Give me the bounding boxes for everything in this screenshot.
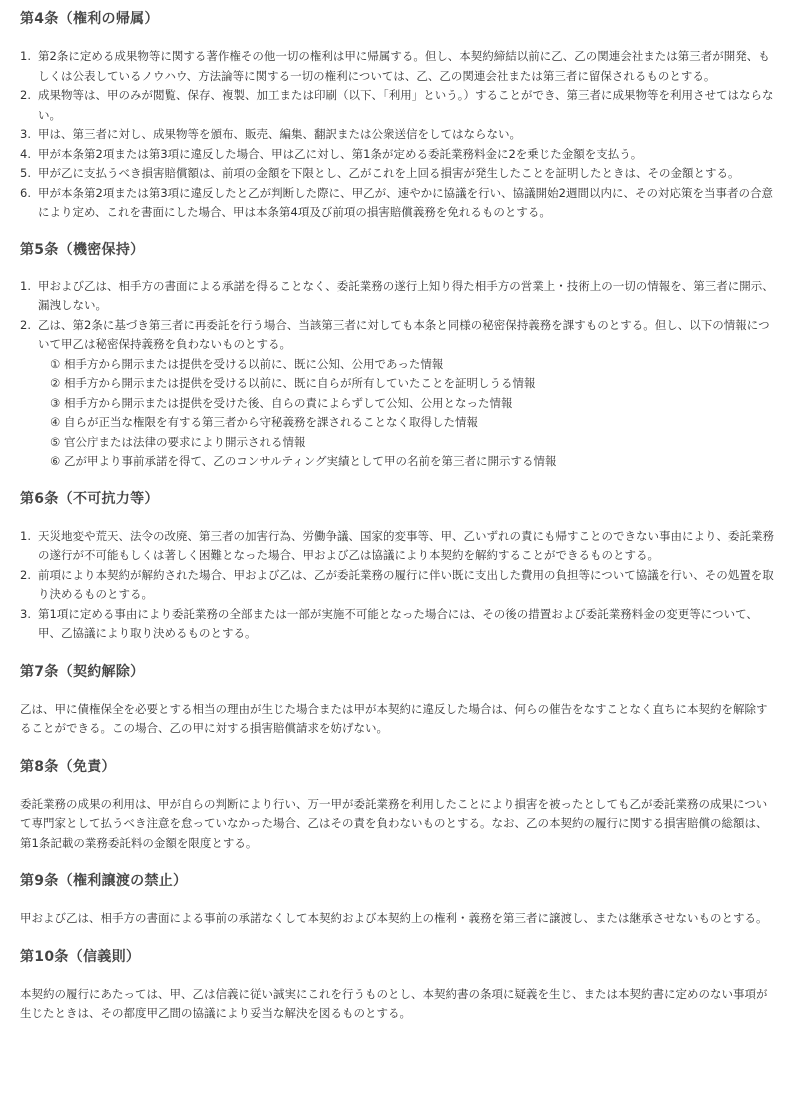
article-text: 本契約の履行にあたっては、甲、乙は信義に従い誠実にこれを行うものとし、本契約書の条項に疑義を生じ、または本契約書に定めのない事項が生じたときは、その都度甲乙間の協議により妥当な解決を図るものとする。 xyxy=(20,986,768,1020)
article-title: 第9条（権利譲渡の禁止） xyxy=(20,873,188,889)
article-title: 第10条（信義則） xyxy=(20,948,141,965)
clause-text: 甲が乙に支払うべき損害賠償額は、前項の金額を下限とし、乙がこれを上回る損害が発生したことを証明したときは、その金額とする。 xyxy=(38,166,740,180)
article-7 xyxy=(20,661,774,739)
article-5 xyxy=(20,239,774,472)
clause-list xyxy=(20,47,774,223)
clause-item xyxy=(20,184,774,223)
exception-list xyxy=(50,355,774,472)
exception-item: ⑥ 乙が甲より事前承諾を得て、乙のコンサルティング実績として甲の名前を第三者に開示する情報 xyxy=(50,454,557,468)
clause-text: 甲が本条第2項または第3項に違反したと乙が判断した際に、甲乙が、速やかに協議を行い、協議開始2週間以内に、その対応策を当事者の合意により定め、これを書面にした場合、甲は本条第4項及び前項の損害賠償義務を免れるものとする。 xyxy=(38,185,773,219)
clause-text: 第2条に定める成果物等に関する著作権その他一切の権利は甲に帰属する。但し、本契約締結以前に乙、乙の関連会社または第三者が開発、もしくは公表しているノウハウ、方法論等に関する一切の権利については、乙、乙の関連会社または第三者に留保されるものとする。 xyxy=(38,49,770,83)
exception-item: ⑤ 官公庁または法律の要求により開示される情報 xyxy=(50,434,306,449)
article-title: 第5条（機密保持） xyxy=(20,241,145,258)
article-4 xyxy=(20,8,774,223)
clause-number: 1. xyxy=(20,278,31,293)
article-title: 第6条（不可抗力等） xyxy=(20,490,159,507)
clause-number: 2. xyxy=(20,567,31,582)
clause-text: 第1項に定める事由により委託業務の全部または一部が実施不可能となった場合には、その後の措置および委託業務料金の変更等について、甲、乙協議により取り決めるものとする。 xyxy=(38,606,758,640)
exception-item: ② 相手方から開示または提供を受ける以前に、既に自らが所有していたことを証明しうる情報 xyxy=(50,376,536,390)
clause-text: 前項により本契約が解約された場合、甲および乙は、乙が委託業務の履行に伴い既に支出した費用の負担等について協議を行い、その処置を取り決めるものとする。 xyxy=(38,567,774,601)
clause-number: 5. xyxy=(20,166,31,180)
clause-item xyxy=(20,145,774,165)
article-title: 第8条（免責） xyxy=(20,758,116,775)
clause-item xyxy=(20,277,774,316)
exception-item: ④ 自らが正当な権限を有する第三者から守秘義務を課されることなく取得した情報 xyxy=(50,415,478,429)
clause-text: 甲が本条第2項または第3項に違反した場合、甲は乙に対し、第1条が定める委託業務料金に2を乗じた金額を支払う。 xyxy=(38,146,643,161)
clause-text: 乙は、第2条に基づき第三者に再委託を行う場合、当該第三者に対しても本条と同様の秘密保持義務を課すものとする。但し、以下の情報について甲乙は秘密保持義務を負わないものとする。 xyxy=(38,317,770,351)
clause-number: 1. xyxy=(20,49,31,63)
clause-item xyxy=(20,47,774,86)
clause-item xyxy=(20,566,774,605)
clause-number: 3. xyxy=(20,606,31,621)
clause-number: 2. xyxy=(20,317,31,332)
clause-item xyxy=(20,527,774,566)
clause-list xyxy=(20,277,774,472)
clause-text: 甲は、第三者に対し、成果物等を頒布、販売、編集、翻訳または公衆送信をしてはならない。 xyxy=(38,127,521,141)
article-title: 第7条（契約解除） xyxy=(20,663,145,680)
clause-item xyxy=(20,164,774,184)
clause-number: 3. xyxy=(20,127,31,141)
article-title: 第4条（権利の帰属） xyxy=(20,11,159,27)
exception-item: ① 相手方から開示または提供を受ける以前に、既に公知、公用であった情報 xyxy=(50,356,444,371)
clause-number: 2. xyxy=(20,88,31,102)
clause-item xyxy=(20,605,774,644)
article-10 xyxy=(20,946,774,1024)
clause-item xyxy=(20,316,774,472)
exception-item: ③ 相手方から開示または提供を受けた後、自らの責によらずして公知、公用となった情報 xyxy=(50,395,513,410)
clause-item xyxy=(20,86,774,125)
clause-list xyxy=(20,527,774,644)
article-text: 乙は、甲に債権保全を必要とする相当の理由が生じた場合または甲が本契約に違反した場合は、何らの催告をなすことなく直ちに本契約を解除することができる。この場合、乙の甲に対する損害賠償請求を妨げない。 xyxy=(20,701,768,735)
clause-text: 甲および乙は、相手方の書面による承諾を得ることなく、委託業務の遂行上知り得た相手方の営業上・技術上の一切の情報を、第三者に開示、漏洩しない。 xyxy=(38,278,774,312)
article-9 xyxy=(20,870,774,929)
clause-text: 成果物等は、甲のみが閲覧、保存、複製、加工または印刷（以下、「利用」という。）することができ、第三者に成果物等を利用させてはならない。 xyxy=(38,88,774,122)
article-text: 甲および乙は、相手方の書面による事前の承諾なくして本契約および本契約上の権利・義務を第三者に譲渡し、または継承させないものとする。 xyxy=(20,911,768,925)
clause-number: 4. xyxy=(20,146,31,161)
article-8 xyxy=(20,756,774,854)
clause-text: 天災地変や荒天、法令の改廃、第三者の加害行為、労働争議、国家的変事等、甲、乙いずれの責にも帰すことのできない事由により、委託業務の遂行が不可能もしくは著しく困難となった場合、甲および乙は協議により本契約を解約することができるものとする。 xyxy=(38,528,774,562)
clause-item xyxy=(20,125,774,145)
article-6 xyxy=(20,488,774,644)
article-text: 委託業務の成果の利用は、甲が自らの判断により行い、万一甲が委託業務を利用したことにより損害を被ったとしても乙が委託業務の成果について専門家として払うべき注意を怠っていなかった場合、乙はその責を負わないものとする。なお、乙の本契約の履行に関する損害賠償の総額は、第1条記載の業務委託料の金額を限度とする。 xyxy=(20,796,768,850)
clause-number: 6. xyxy=(20,185,31,200)
clause-number: 1. xyxy=(20,528,31,543)
